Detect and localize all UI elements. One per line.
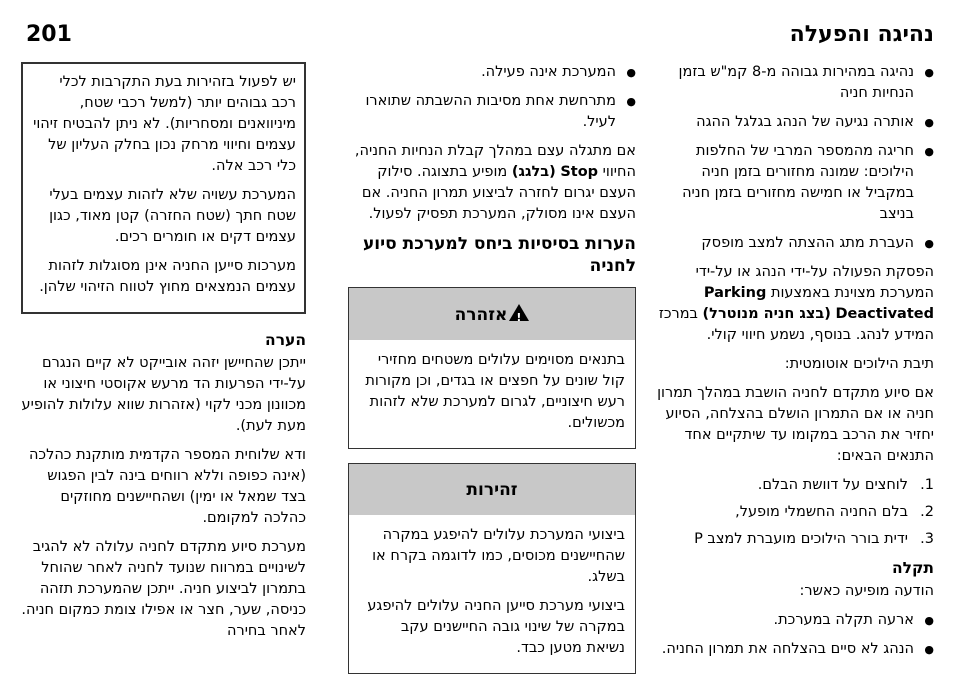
- warning-text: בתנאים מסוימים עלולים משטחים מחזירי קול שונים על חפצים או בגדים, וכן מקורות רעש חיצוניים, לגרום למערכת שלא לזהות מכשולים.: [365, 352, 625, 431]
- deactivated-label: Deactivated: [835, 306, 934, 322]
- column-left: [21, 62, 306, 650]
- list-item: ● ארעה תקלה במערכת.: [654, 610, 934, 631]
- list-item: 3. ידית בורר הילוכים מועברת למצב P: [694, 531, 934, 547]
- page-header: [26, 22, 934, 60]
- note-heading: הערה: [265, 331, 306, 349]
- fault-heading: תקלה: [891, 559, 934, 577]
- warning-triangle-icon: [509, 304, 529, 321]
- note-text-1: ייתכן שהחיישן יזהה אובייקט לא קיים הנגרם על-ידי הפרעות הד מרעש אקוסטי חיצוני או מכוונון מכני לקוי (אזהרות שווא עלולות להופיע מעת לעת).: [21, 355, 306, 434]
- caution-cont-text-2: המערכת עשויה שלא לזהות עצמים בעלי שטח חתך (שטח החזרה) קטן מאוד, כגון עצמים דקים או חומרים רכים.: [49, 187, 296, 245]
- list-item: ● מתרחשת אחת מסיבות ההשבתה שתוארו לעיל.: [348, 91, 636, 133]
- parking-label: Parking: [703, 285, 767, 301]
- caution-box: [348, 463, 636, 674]
- caution-continued-box: [21, 62, 306, 314]
- paragraph-obstacle: אם מתגלה עצם במהלך קבלת הנחיות החניה, החיווי Stop (בלגג) מופיע בתצוגה. סילוק העצם יגרום לחזרה לביצוע תמרון החניה. אם העצם אינו מסולק, המערכת תפסיק לפעול.: [354, 143, 636, 222]
- stop-label: Stop: [560, 164, 599, 180]
- list-item: ● חריגה מהמספר המרבי של החלפות הילוכים: שמונה מחזורים בזמן חניה במקביל או חמישה מחזורים בזמן חניה בניצב: [654, 141, 934, 225]
- section-heading: הערות בסיסיות ביחס למערכת סיוע לחניה: [362, 234, 636, 276]
- list-item: ● אותרה נגיעה של הנהג בגלגל ההגה: [654, 112, 934, 133]
- paragraph-stop: הפסקת הפעולה על-ידי הנהג או על-ידי המערכת מצוינת באמצעות Parking Deactivated (בצג חניה מנוטרל) במרכז המידע לנהג. בנוסף, נשמע חיווי קולי.: [658, 264, 934, 343]
- list-item: ● העברת מתג ההצתה למצב מופסק: [654, 233, 934, 254]
- list-item: 2. בלם החניה החשמלי מופעל,: [735, 504, 934, 520]
- list-item: ● נהיגה במהירות גבוהה מ-8 קמ"ש בזמן הנחיות חניה: [654, 62, 934, 104]
- column-middle: [348, 62, 636, 688]
- caution-body: [349, 515, 635, 673]
- warning-box: [348, 287, 636, 449]
- list-item: ● הנהג לא סיים בהצלחה את תמרון החניה.: [654, 639, 934, 660]
- bullet-list-fault: [654, 610, 934, 660]
- caution-text-2: ביצועי מערכת סייען החניה עלולים להיפגע במקרה של שינוי גובה החיישנים עקב נשיאת מטען כבד.: [367, 598, 625, 656]
- page-title: נהיגה והפעלה: [789, 22, 934, 47]
- paragraph-auto: תיבת הילוכים אוטומטית:: [784, 356, 934, 372]
- page-number: 201: [26, 22, 72, 47]
- numbered-list: [654, 475, 934, 550]
- list-item: ● המערכת אינה פעילה.: [348, 62, 636, 83]
- caution-header: זהירות: [349, 464, 635, 515]
- warning-body: [349, 340, 635, 448]
- note-text-2: ודא שלוחית המספר הקדמית מותקנת כהלכה (אינה כפופה וללא רווחים בינה לבין הפגוש בצד שמאל או ימין) ושהחיישנים מחוזקים כהלכה למקומם.: [28, 447, 306, 526]
- bullet-list-inactive: [348, 62, 636, 133]
- paragraph-cases: אם סיוע מתקדם לחניה הושבת במהלך תמרון חניה או אם התמרון הושלם בהצלחה, הסיוע יחזיר את הרכב במקומו עד שיתקיים אחד התנאים הבאים:: [657, 385, 934, 464]
- caution-cont-text-3: מערכות סייען החניה אינן מסוגלות לזהות עצמים הנמצאים מחוץ לטווח הזיהוי שלהן.: [39, 258, 296, 295]
- list-item: 1. לוחצים על דוושת הבלם.: [757, 477, 934, 493]
- bullet-list-abort: [654, 62, 934, 254]
- warning-header: !אזהרה: [349, 288, 635, 340]
- caution-text-1: ביצועי המערכת עלולים להיפגע במקרה שהחיישנים מכוסים, כמו לדוגמה בקרח או בשלג.: [372, 527, 625, 585]
- column-right: [654, 62, 934, 668]
- fault-intro: הודעה מופיעה כאשר:: [799, 583, 934, 599]
- note-text-3: מערכת סיוע מתקדם לחניה עלולה לא להגיב לשינויים במרווח שנועד לחניה לאחר שהוחל בתמרון לביצוע חניה. ייתכן שהמערכת תזהה כניסה, שער, חצר או אפילו צומת כמקום חניה. לאחר בחירה: [21, 539, 306, 639]
- caution-cont-text-1: יש לפעול בזהירות בעת התקרבות לכלי רכב גבוהים יותר (למשל רכבי שטח, מיניוואנים ומסחריות). לא ניתן להבטיח זיהוי עצמים וחיווי מרחק נכון בחלק העליון של כלי רכב אלה.: [33, 74, 296, 174]
